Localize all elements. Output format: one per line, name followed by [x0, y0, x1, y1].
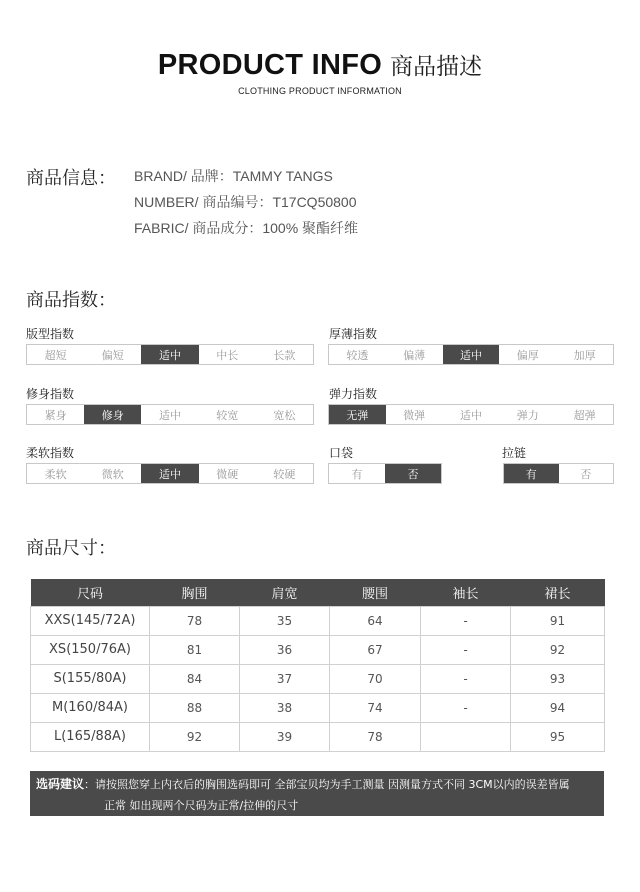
version-option: 超短 [44, 348, 67, 362]
elasticity-option: 无弹 [329, 405, 386, 424]
title-english: PRODUCT INFO [157, 49, 383, 81]
softness-option: 微硬 [216, 467, 239, 481]
elasticity-option: 弹力 [516, 408, 539, 422]
table-row [31, 664, 605, 693]
thickness-option: 加厚 [573, 348, 596, 362]
shoulder-cell: 38 [240, 693, 330, 722]
indices-heading: 商品指数： [26, 290, 116, 311]
column-header-shoulder: 肩宽 [240, 579, 330, 606]
zipper-option: 有 [504, 464, 559, 483]
fit-option: 宽松 [273, 408, 296, 422]
column-header-bust: 胸围 [150, 579, 240, 606]
column-header-skirt-length: 裙长 [511, 579, 605, 606]
notice-line-1 [36, 774, 598, 795]
version-option: 偏短 [101, 348, 124, 362]
version-index-scale [26, 344, 314, 365]
waist-cell: 67 [330, 635, 421, 664]
elasticity-index-label: 弹力指数 [329, 387, 378, 401]
table-row [31, 693, 605, 722]
notice-text-1: ：请按照您穿上内衣后的胸围选码即可 全部宝贝均为手工测量 因测量方式不同 3CM以内的误差皆属 [84, 778, 570, 791]
elasticity-option: 适中 [459, 408, 482, 422]
shoulder-cell: 39 [240, 722, 330, 751]
fit-option: 修身 [84, 405, 141, 424]
sleeve-cell: - [421, 693, 511, 722]
version-option: 长款 [273, 348, 296, 362]
pocket-label: 口袋 [329, 446, 354, 460]
waist-cell: 64 [330, 606, 421, 635]
size-cell: M(160/84A) [31, 693, 150, 722]
brand-line: BRAND/ 品牌：TAMMY TANGS [134, 168, 333, 184]
thickness-index-label: 厚薄指数 [329, 327, 378, 341]
thickness-option: 较透 [346, 348, 369, 362]
size-table-header [31, 579, 605, 606]
sleeve-cell: - [421, 606, 511, 635]
skirt-length-cell: 91 [511, 606, 605, 635]
softness-option: 柔软 [44, 467, 67, 481]
column-header-waist: 腰围 [330, 579, 421, 606]
sleeve-cell: - [421, 664, 511, 693]
waist-cell: 74 [330, 693, 421, 722]
column-header-size: 尺码 [31, 579, 150, 606]
shoulder-cell: 37 [240, 664, 330, 693]
fabric-line: FABRIC/ 商品成分：100% 聚酯纤维 [134, 220, 359, 236]
version-option: 适中 [141, 345, 198, 364]
fit-option: 紧身 [44, 408, 67, 422]
table-row [31, 722, 605, 751]
table-row [31, 606, 605, 635]
skirt-length-cell: 92 [511, 635, 605, 664]
sizes-heading: 商品尺寸： [26, 538, 116, 559]
softness-option: 适中 [141, 464, 198, 483]
version-index-label: 版型指数 [26, 327, 75, 341]
skirt-length-cell: 95 [511, 722, 605, 751]
skirt-length-cell: 94 [511, 693, 605, 722]
skirt-length-cell: 93 [511, 664, 605, 693]
pocket-option: 否 [385, 464, 441, 483]
pocket-option: 有 [351, 467, 363, 481]
size-cell: XS(150/76A) [31, 635, 150, 664]
size-advice-notice [30, 771, 604, 816]
thickness-option: 偏厚 [516, 348, 539, 362]
thickness-option: 偏薄 [403, 348, 426, 362]
thickness-index-scale [328, 344, 614, 365]
zipper-option: 否 [580, 467, 592, 481]
table-row [31, 635, 605, 664]
waist-cell: 78 [330, 722, 421, 751]
page-title [0, 48, 640, 82]
number-line: NUMBER/ 商品编号：T17CQ50800 [134, 194, 357, 210]
size-cell: XXS(145/72A) [31, 606, 150, 635]
size-cell: L(165/88A) [31, 722, 150, 751]
size-table [30, 579, 605, 752]
softness-option: 较硬 [273, 467, 296, 481]
zipper-scale [503, 463, 614, 484]
softness-index-scale [26, 463, 314, 484]
elasticity-option: 超弹 [573, 408, 596, 422]
bust-cell: 88 [150, 693, 240, 722]
notice-label: 选码建议 [36, 777, 85, 791]
softness-option: 微软 [101, 467, 124, 481]
bust-cell: 84 [150, 664, 240, 693]
sleeve-cell: - [421, 635, 511, 664]
thickness-option: 适中 [443, 345, 500, 364]
fit-index-scale [26, 404, 314, 425]
bust-cell: 92 [150, 722, 240, 751]
shoulder-cell: 36 [240, 635, 330, 664]
version-option: 中长 [216, 348, 239, 362]
page-subtitle: CLOTHING PRODUCT INFORMATION [238, 86, 402, 96]
fit-option: 较宽 [216, 408, 239, 422]
sleeve-cell [421, 722, 511, 751]
shoulder-cell: 35 [240, 606, 330, 635]
waist-cell: 70 [330, 664, 421, 693]
column-header-sleeve: 袖长 [421, 579, 511, 606]
elasticity-index-scale [328, 404, 614, 425]
fit-option: 适中 [159, 408, 181, 422]
fit-index-label: 修身指数 [26, 387, 75, 401]
zipper-label: 拉链 [502, 446, 527, 460]
title-chinese: 商品描述 [390, 54, 483, 80]
notice-text-2: 正常 如出现两个尺码为正常/拉伸的尺寸 [104, 799, 299, 812]
pocket-scale [328, 463, 442, 484]
bust-cell: 78 [150, 606, 240, 635]
size-cell: S(155/80A) [31, 664, 150, 693]
softness-index-label: 柔软指数 [26, 446, 75, 460]
elasticity-option: 微弹 [403, 408, 426, 422]
product-info-heading: 商品信息： [26, 168, 116, 189]
bust-cell: 81 [150, 635, 240, 664]
